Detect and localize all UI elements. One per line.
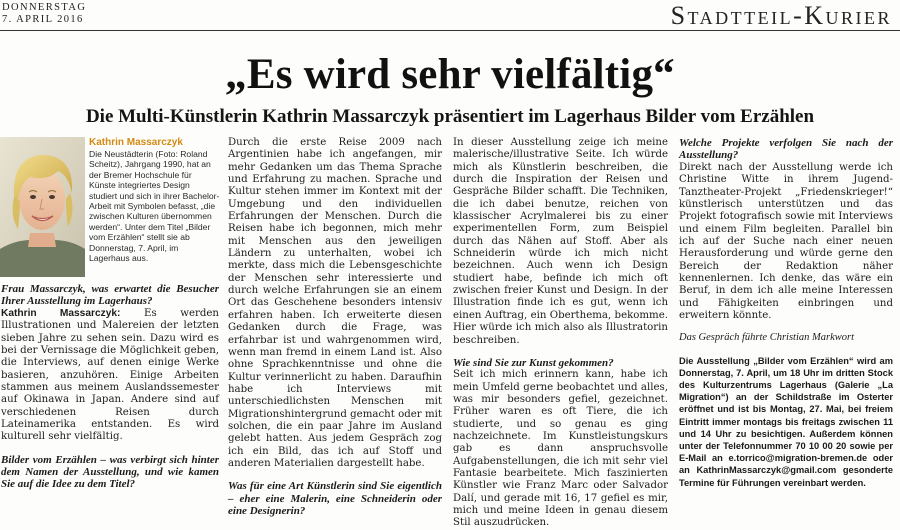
answer-2: Durch die erste Reise 2009 nach Argentinien habe ich angefangen, mir mehr Gedanken um das Thema Sprache und Erfahrung zu machen. Sprache und Kultur stehen immer im Kontext mit der Umgebung und den individuellen Erfahrungen der Menschen. Durch die Reisen habe ich begonnen, mich mehr mit Menschen aus den jeweiligen Ländern zu unterhalten, wobei ich merkte, dass mich die Lebensgeschichte der Menschen sehr interessierte und durch welche Erfahrungen sie an einem Ort das Geschehene besonders intensiv erfahren haben. Ich erweiterte diesen Gedanken durch die Frage, was erfahrbar ist und wahrgenommen wird, wenn man fremd in einem Land ist. Also ohne Sprachkenntnisse und ohne die Kultur verinnerlicht zu haben. Daraufhin habe ich Interviews mit unterschiedlichsten Menschen mit Migrationshintergrund gemacht oder mit solchen, die ein paar Jahre im Ausland gelebt hatten. Aus jedem Gespräch zog ich ein Bild, das ich auf Stoff und anderen Materialien dargestellt habe. (228, 137, 442, 469)
interview-credit: Das Gespräch führte Christian Markwort (679, 332, 855, 344)
question-5: Welche Projekte verfolgen Sie nach der Ausstellung? (679, 137, 893, 162)
column-4 (679, 137, 893, 489)
exhibition-info: Die Ausstellung „Bilder vom Erzählen“ wird am Donnerstag, 7. April, um 18 Uhr im dritten Stock des Kulturzentrums Lagerhaus (Galerie „La Migration“) an der Schildstraße im Osterter eröffnet und ist bis Montag, 27. Mai, bei freiem Eintritt immer montags bis freitags zwischen 11 und 14 Uhr zu besichtigen. Außerdem können unter der Telefonnummer 70 10 00 20 sowie per E-Mail an e.torrico@migration-bremen.de oder an KathrinMassarczyk@gmail.com gesonderte Termine für Führungen vereinbart werden. (679, 355, 893, 488)
column-3 (453, 137, 668, 530)
answer-4: Seit ich mich erinnern kann, habe ich mein Umfeld gerne beobachtet und alles, was mir besonders gefiel, gezeichnet. Früher waren es oft Tiere, die ich studierte, und so genau es ging nachzeichnete. Im Kunstleistungskurs gab es dann anspruchsvolle Aufgabenstellungen, die ich mit sehr viel Fantasie bearbeitete. Mich faszinierten Künstler wie Franz Marc oder Salvador Dalí, und gerade mit 16, 17 gefiel es mir, mich und meine Ideen in genau diesem Stil auszudrücken. (453, 369, 668, 529)
masthead: Stadtteil-Kurier (670, 1, 892, 30)
answer-1-speaker: Kathrin Massarczyk: (1, 307, 121, 319)
column-2 (228, 137, 442, 518)
question-1: Frau Massarczyk, was erwartet die Besucher Ihrer Ausstellung im Lagerhaus? (1, 283, 219, 308)
question-3: Was für eine Art Künstlerin sind Sie eigentlich – eher eine Malerin, eine Schneiderin oder eine Designerin? (228, 480, 442, 518)
subheadline: Die Multi-Künstlerin Kathrin Massarczyk präsentiert im Lagerhaus Bilder vom Erzählen (85, 106, 815, 127)
header-rule (0, 30, 900, 31)
caption-text: Die Neustädterin (Foto: Roland Scheitz), Jahrgang 1990, hat an der Bremer Hochschule für Künste integriertes Design studiert und sich in ihrer Bachelor-Arbeit mit Symbolen befasst, „die zwischen Kulturen übernommen werden“. Unter dem Titel „Bilder vom Erzählen“ stellt sie ab Donnerstag, 7. April, im Lagerhaus aus. (89, 149, 220, 264)
headline: „Es wird sehr vielfältig“ (225, 51, 675, 98)
answer-1-text: Es werden Illustrationen und Malereien der letzten sieben Jahre zu sehen sein. Dazu wird es bei der Vernissage die Möglichkeit geben, die Interviews, auf denen einige Werke basieren, anzuhören. Einige Arbeiten stammen aus meinem Auslandssemester auf Okinawa in Japan. Andere sind auf verschiedenen Reisen durch Lateinamerika entstanden. Es wird kulturell sehr vielfältig. (1, 307, 219, 443)
edition-dateline (2, 2, 86, 26)
question-4: Wie sind Sie zur Kunst gekommen? (453, 356, 614, 369)
caption-name: Kathrin Massarczyk (89, 137, 183, 148)
edition-day: DONNERSTAG (2, 2, 87, 13)
column-1 (1, 137, 219, 491)
question-2: Bilder vom Erzählen – was verbirgt sich hinter dem Namen der Ausstellung, und wie kamen Sie auf die Idee zu dem Titel? (1, 453, 219, 491)
answer-3: In dieser Ausstellung zeige ich meine malerische/illustrative Seite. Ich würde mich als Künstlerin beschreiben, die durch die Inspiration der Reisen und Gespräche Bilder schafft. Die Techniken, die ich dabei benutze, reichen von klassischer Acrylmalerei bis zu einer experimentellen Form, zum Beispiel durch das Nähen auf Stoff. Aber als Schneiderin würde ich mich nicht bezeichnen. Auch wenn ich Design studiert habe, befinde ich mich oft zwischen freier Kunst und Design. In der Illustration finde ich es gut, wenn ich einen Auftrag, ein Oberthema, bekomme. Hier würde ich mich also als Illustratorin beschreiben. (453, 137, 668, 346)
answer-5: Direkt nach der Ausstellung werde ich Christine Witte in ihrem Jugend-Tanztheater-Projekt „Friedenskrieger!“ künstlerisch unterstützen und das Projekt fotografisch sowie mit Interviews und einem Film begleiten. Parallel bin ich auf der Suche nach einer neuen Herausforderung und würde gerne den Bereich der Redaktion näher kennenlernen. Ich denke, das wäre ein Beruf, in dem ich alle meine Interessen und Fähigkeiten einbringen und erweitern könnte. (679, 161, 893, 321)
answer-1 (1, 308, 219, 444)
edition-date: 7. APRIL 2016 (2, 14, 84, 25)
